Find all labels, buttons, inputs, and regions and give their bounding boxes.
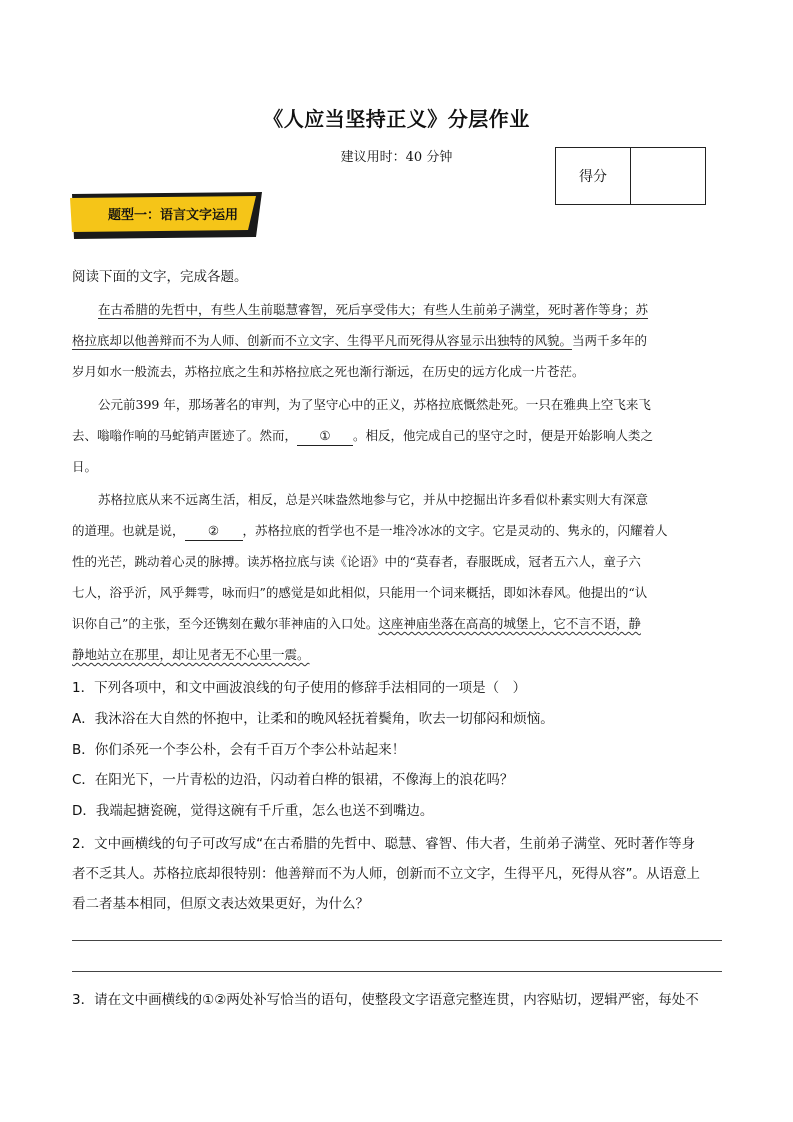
suggested-time: 建议用时：40 分钟 [340, 150, 453, 165]
passage-p3-line4: 七人，浴乎沂，风乎舞雩，咏而归”的感觉是如此相似，只能用一个词来概括，即如沐春风。他提出的“认 [72, 585, 648, 600]
passage-p1-line2 [72, 325, 722, 356]
blank-2[interactable]: ② [185, 522, 243, 541]
underlined-sentence-part2: 格拉底却以他善辩而不为人师、创新而不立文字、生得平凡而死得从容显示出独特的风貌。 [72, 333, 573, 348]
option-a[interactable]: A．我沐浴在大自然的怀抱中，让柔和的晚风轻抚着鬓角，吹去一切郁闷和烦恼。 [72, 711, 554, 727]
passage-text: 识你自己”的主张，至今还镌刻在戴尔菲神庙的入口处。 [72, 616, 379, 631]
question-2-line2: 者不乏其人。苏格拉底却很特别：他善辩而不为人师，创新而不立文字，生得平凡，死得从容”。从语意上 [72, 866, 700, 882]
question-1: 1．下列各项中，和文中画波浪线的句子使用的修辞手法相同的一项是（ ） [72, 680, 527, 696]
wavy-sentence-part2: 静地站立在那里，却让见者无不心里一震。 [72, 647, 310, 662]
reading-instruction: 阅读下面的文字，完成各题。 [72, 269, 248, 285]
answer-line-2[interactable] [72, 971, 722, 972]
question-2-line3: 看二者基本相同，但原文表达效果更好，为什么？ [72, 896, 369, 912]
passage-text: ，苏格拉底的哲学也不是一堆冷冰冰的文字。它是灵动的、隽永的，闪耀着人 [242, 523, 668, 538]
section-label: 题型一：语言文字运用 [108, 208, 239, 223]
underlined-sentence-part1: 在古希腊的先哲中，有些人生前聪慧睿智，死后享受伟大；有些人生前弟子满堂，死时著作等身；苏 [98, 302, 649, 317]
passage-p3-line5 [72, 608, 722, 639]
answer-line-1[interactable] [72, 940, 722, 941]
option-d[interactable]: D．我端起搪瓷碗，觉得这碗有千斤重，怎么也送不到嘴边。 [72, 803, 434, 819]
passage-p2-line2 [72, 420, 722, 451]
option-c[interactable]: C．在阳光下，一片青松的边沿，闪动着白桦的银裙，不像海上的浪花吗？ [72, 772, 514, 788]
passage-p1-line3: 岁月如水一般流去，苏格拉底之生和苏格拉底之死也渐行渐远，在历史的远方化成一片苍茫。 [72, 364, 585, 379]
passage-p2-line3: 日。 [72, 459, 98, 474]
option-b[interactable]: B．你们杀死一个李公朴，会有千百万个李公朴站起来！ [72, 742, 406, 758]
passage-p3-line1: 苏格拉底从来不远离生活，相反，总是兴味盎然地参与它，并从中挖掘出许多看似朴素实则大有深意 [98, 492, 649, 507]
passage-p2-line1: 公元前399 年，那场著名的审判，为了坚守心中的正义，苏格拉底慨然赴死。一只在雅典上空飞来飞 [98, 397, 651, 412]
blank-1[interactable]: ① [297, 427, 353, 446]
question-2-line1: 2．文中画横线的句子可改写成“在古希腊的先哲中、聪慧、睿智、伟大者，生前弟子满堂、死时著作等身 [72, 836, 696, 852]
page-title: 《人应当坚持正义》分层作业 [263, 107, 530, 131]
passage-p3-line2 [72, 515, 722, 546]
passage-text: 去、嗡嗡作响的马蛇销声匿迹了。然而， [72, 428, 298, 443]
score-value-cell[interactable] [631, 148, 706, 205]
passage-text: 当两千多年的 [572, 333, 648, 348]
passage-text: 。相反，他完成自己的坚守之时，便是开始影响人类之 [353, 428, 654, 443]
passage-p1-line1 [72, 294, 722, 325]
wavy-sentence-part1: 这座神庙坐落在高高的城堡上，它不言不语，静 [378, 616, 641, 631]
score-label: 得分 [556, 148, 631, 205]
score-box [555, 147, 706, 205]
passage-p3-line6 [72, 639, 722, 670]
question-3: 3．请在文中画横线的①②两处补写恰当的语句，使整段文字语意完整连贯，内容贴切，逻辑严密，每处不 [72, 992, 699, 1008]
passage-p3-line3: 性的光芒，跳动着心灵的脉搏。读苏格拉底与读《论语》中的“莫春者，春服既成，冠者五六人，童子六 [72, 554, 641, 569]
passage-text: 的道理。也就是说， [72, 523, 185, 538]
